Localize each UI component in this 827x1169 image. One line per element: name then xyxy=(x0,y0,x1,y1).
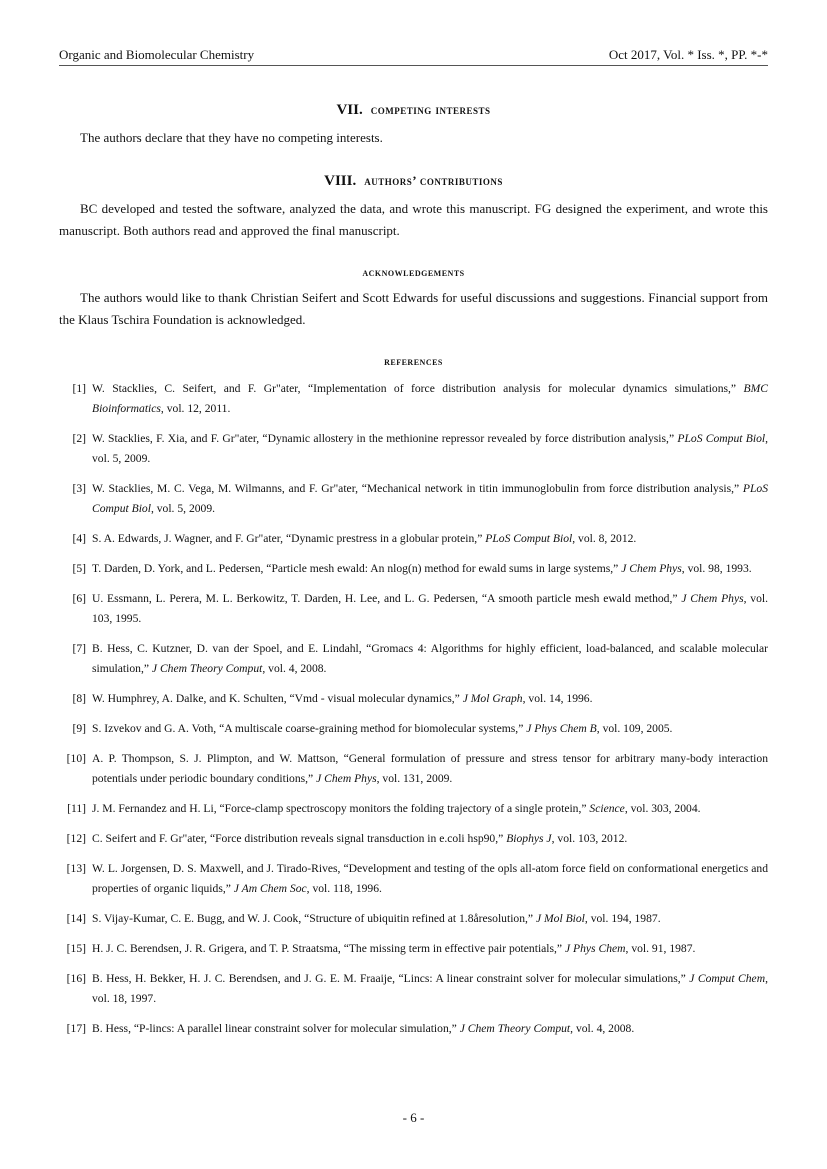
reference-item xyxy=(59,639,768,679)
competing-interests-heading xyxy=(59,100,768,120)
reference-item xyxy=(59,749,768,789)
reference-journal: J Chem Phys xyxy=(621,562,682,575)
issue-info: Oct 2017, Vol. * Iss. *, PP. *-* xyxy=(608,47,768,62)
reference-citation: T. Darden, D. York, and L. Pedersen, “Particle mesh ewald: An nlog(n) method for ewald sums in large systems,” xyxy=(92,562,622,575)
reference-label: [14] xyxy=(66,912,86,925)
reference-text xyxy=(92,829,768,849)
journal-name: Organic and Biomolecular Chemistry xyxy=(59,47,255,62)
reference-item xyxy=(59,689,768,709)
reference-citation: W. Stacklies, F. Xia, and F. Gr"ater, “Dynamic allostery in the methionine repressor revealed by force distribution analysis,” xyxy=(92,432,678,445)
reference-journal: J Mol Biol xyxy=(535,912,585,925)
reference-citation: B. Hess, “P-lincs: A parallel linear constraint solver for molecular simulation,” xyxy=(92,1022,460,1035)
reference-citation: S. A. Edwards, J. Wagner, and F. Gr"ater, “Dynamic prestress in a globular protein,” xyxy=(92,532,486,545)
reference-label: [3] xyxy=(72,482,86,495)
reference-text xyxy=(92,379,768,419)
reference-text xyxy=(92,589,768,629)
reference-label: [11] xyxy=(67,802,86,815)
reference-citation: W. L. Jorgensen, D. S. Maxwell, and J. Tirado-Rives, “Development and testing of the opls all-atom force field on conformational energetics and properties of organic liquids,” xyxy=(92,862,768,895)
reference-text xyxy=(92,749,768,789)
reference-label: [2] xyxy=(72,432,86,445)
reference-text xyxy=(92,559,768,579)
reference-journal: J Comput Chem xyxy=(689,972,766,985)
references-heading: references xyxy=(384,354,443,368)
reference-citation: J. M. Fernandez and H. Li, “Force-clamp spectroscopy monitors the folding trajectory of a single protein,” xyxy=(92,802,590,815)
reference-label: [15] xyxy=(66,942,86,955)
reference-volume-year: , vol. 4, 2008. xyxy=(262,662,327,675)
reference-item xyxy=(59,829,768,849)
reference-text xyxy=(92,689,768,709)
reference-citation: H. J. C. Berendsen, J. R. Grigera, and T. P. Straatsma, “The missing term in effective pair potentials,” xyxy=(92,942,565,955)
reference-item xyxy=(59,939,768,959)
reference-item xyxy=(59,909,768,929)
reference-volume-year: , vol. 103, 1995. xyxy=(92,592,769,625)
reference-label: [5] xyxy=(72,562,86,575)
reference-volume-year: , vol. 5, 2009. xyxy=(150,502,216,515)
reference-journal: Biophys J xyxy=(506,832,552,845)
reference-label: [13] xyxy=(66,862,86,875)
reference-volume-year: , vol. 103, 2012. xyxy=(551,832,628,845)
reference-text xyxy=(92,639,768,679)
reference-citation: U. Essmann, L. Perera, M. L. Berkowitz, T. Darden, H. Lee, and L. G. Pedersen, “A smooth particle mesh ewald method,” xyxy=(92,592,682,605)
reference-journal: J Chem Phys xyxy=(681,592,744,605)
reference-label: [12] xyxy=(66,832,86,845)
reference-citation: A. P. Thompson, S. J. Plimpton, and W. Mattson, “General formulation of pressure and stress tensor for arbitrary many-body interaction potentials under periodic boundary conditions,” xyxy=(92,752,768,785)
reference-citation: W. Humphrey, A. Dalke, and K. Schulten, “Vmd - visual molecular dynamics,” xyxy=(92,692,463,705)
authors-contributions-heading xyxy=(59,171,768,191)
reference-citation: C. Seifert and F. Gr"ater, “Force distribution reveals signal transduction in e.coli hsp90,” xyxy=(92,832,507,845)
reference-volume-year: , vol. 91, 1987. xyxy=(625,942,696,955)
reference-volume-year: , vol. 98, 1993. xyxy=(681,562,752,575)
section-number: VIII. xyxy=(324,173,357,189)
reference-journal: J Chem Theory Comput xyxy=(459,1022,571,1035)
reference-journal: J Mol Graph xyxy=(462,692,523,705)
reference-volume-year: , vol. 118, 1996. xyxy=(306,882,382,895)
reference-label: [6] xyxy=(72,592,86,605)
reference-journal: J Chem Theory Comput xyxy=(151,662,263,675)
reference-volume-year: , vol. 8, 2012. xyxy=(572,532,637,545)
reference-citation: B. Hess, H. Bekker, H. J. C. Berendsen, and J. G. E. M. Fraaije, “Lincs: A linear constraint solver for molecular simulations,” xyxy=(92,972,690,985)
reference-text xyxy=(92,1019,768,1039)
section-number: VII. xyxy=(336,102,363,118)
reference-text xyxy=(92,799,768,819)
reference-item xyxy=(59,799,768,819)
competing-interests-text: The authors declare that they have no competing interests. xyxy=(80,130,383,145)
acknowledgements-text: The authors would like to thank Christian Seifert and Scott Edwards for useful discussions and suggestions. Financial support from the Klaus Tschira Foundation is acknowledged. xyxy=(59,290,768,327)
reference-item xyxy=(59,589,768,629)
reference-volume-year: , vol. 14, 1996. xyxy=(522,692,593,705)
section-title: authors’ contributions xyxy=(364,173,503,188)
reference-label: [16] xyxy=(66,972,86,985)
reference-label: [10] xyxy=(66,752,86,765)
reference-label: [7] xyxy=(72,642,86,655)
reference-item xyxy=(59,719,768,739)
reference-text xyxy=(92,429,768,469)
running-header xyxy=(59,47,768,66)
reference-citation: W. Stacklies, M. C. Vega, M. Wilmanns, and F. Gr"ater, “Mechanical network in titin immunoglobulin from force distribution analysis,” xyxy=(92,482,743,495)
page-body xyxy=(59,100,768,1049)
section-title: competing interests xyxy=(370,102,491,117)
reference-journal: J Phys Chem xyxy=(564,942,626,955)
reference-volume-year: , vol. 12, 2011. xyxy=(160,402,231,415)
acknowledgements-heading: acknowledgements xyxy=(362,265,465,279)
reference-citation: B. Hess, C. Kutzner, D. van der Spoel, and E. Lindahl, “Gromacs 4: Algorithms for highly efficient, load-balanced, and scalable molecular simulation,” xyxy=(92,642,768,675)
reference-item xyxy=(59,379,768,419)
reference-volume-year: , vol. 194, 1987. xyxy=(584,912,661,925)
reference-text xyxy=(92,529,768,549)
reference-text xyxy=(92,939,768,959)
reference-item xyxy=(59,429,768,469)
reference-journal: PLoS Comput Biol xyxy=(677,432,766,445)
page-number: - 6 - xyxy=(402,1110,425,1125)
reference-label: [8] xyxy=(72,692,86,705)
reference-text xyxy=(92,719,768,739)
reference-label: [4] xyxy=(72,532,86,545)
reference-volume-year: , vol. 4, 2008. xyxy=(570,1022,635,1035)
reference-text xyxy=(92,859,768,899)
reference-item xyxy=(59,479,768,519)
reference-citation: S. Vijay-Kumar, C. E. Bugg, and W. J. Cook, “Structure of ubiquitin refined at 1.8åresolution,” xyxy=(92,912,536,925)
reference-label: [1] xyxy=(72,382,86,395)
reference-journal: BMC Bioinformatics xyxy=(92,382,768,415)
reference-volume-year: , vol. 131, 2009. xyxy=(376,772,453,785)
reference-item xyxy=(59,859,768,899)
reference-volume-year: , vol. 303, 2004. xyxy=(624,802,701,815)
reference-volume-year: , vol. 18, 1997. xyxy=(92,972,768,1005)
reference-item xyxy=(59,559,768,579)
reference-journal: PLoS Comput Biol xyxy=(92,482,768,515)
reference-journal: J Chem Phys xyxy=(316,772,377,785)
reference-volume-year: , vol. 109, 2005. xyxy=(596,722,673,735)
reference-item xyxy=(59,969,768,1009)
reference-list xyxy=(59,379,768,1039)
reference-label: [17] xyxy=(66,1022,86,1035)
reference-citation: W. Stacklies, C. Seifert, and F. Gr"ater, “Implementation of force distribution analysis for molecular dynamics simulations,” xyxy=(92,382,744,395)
reference-journal: J Phys Chem B xyxy=(526,722,597,735)
reference-item xyxy=(59,1019,768,1039)
reference-item xyxy=(59,529,768,549)
reference-text xyxy=(92,969,768,1009)
reference-text xyxy=(92,479,768,519)
reference-text xyxy=(92,909,768,929)
authors-contributions-text: BC developed and tested the software, analyzed the data, and wrote this manuscript. FG designed the experiment, and wrote this manuscript. Both authors read and approved the final manuscript. xyxy=(59,201,768,238)
reference-journal: J Am Chem Soc xyxy=(233,882,307,895)
reference-volume-year: , vol. 5, 2009. xyxy=(92,432,768,465)
reference-journal: PLoS Comput Biol xyxy=(485,532,573,545)
reference-journal: Science xyxy=(589,802,625,815)
reference-label: [9] xyxy=(72,722,86,735)
reference-citation: S. Izvekov and G. A. Voth, “A multiscale coarse-graining method for biomolecular systems,” xyxy=(92,722,527,735)
